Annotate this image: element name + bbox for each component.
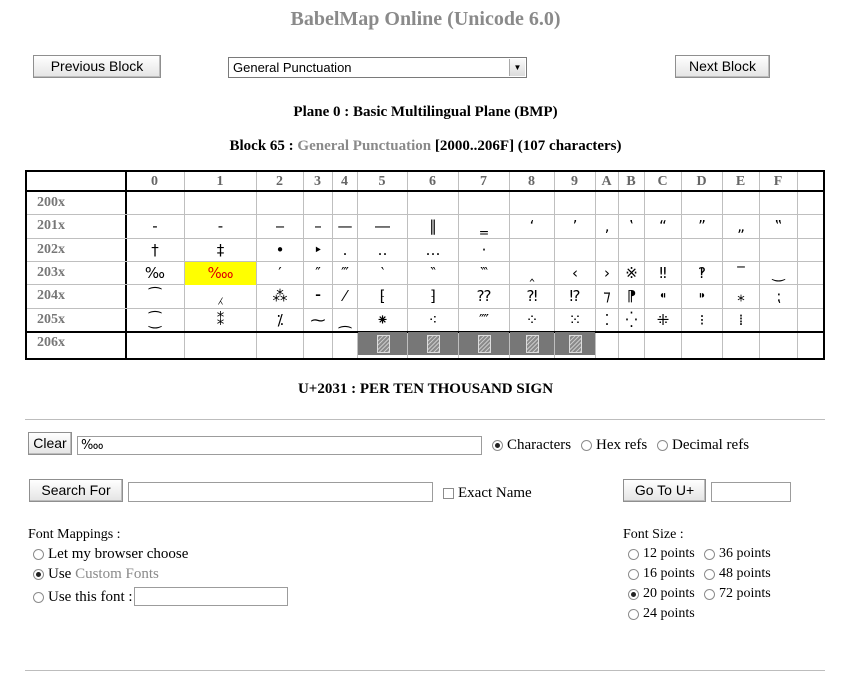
character-cell[interactable]: ⁗ bbox=[479, 310, 489, 329]
unassigned-glyph-icon bbox=[569, 335, 582, 353]
block-name-link[interactable]: General Punctuation bbox=[297, 138, 432, 154]
column-header-6: 6 bbox=[429, 174, 436, 189]
character-cell[interactable]: ‡ bbox=[216, 240, 225, 259]
block-select[interactable] bbox=[228, 57, 527, 78]
character-cell[interactable]: ⁁ bbox=[218, 287, 223, 306]
font-size-heading: Font Size : bbox=[623, 527, 684, 542]
clear-button[interactable]: Clear bbox=[28, 432, 72, 455]
character-cell[interactable]: ‧ bbox=[481, 240, 487, 259]
character-cell[interactable]: › bbox=[604, 263, 610, 282]
row-header-201x: 201x bbox=[37, 218, 65, 234]
character-cell[interactable]: ′ bbox=[278, 263, 282, 282]
size-36-label: 36 points bbox=[719, 546, 771, 561]
decimal-refs-radio[interactable] bbox=[657, 440, 668, 451]
character-cell[interactable] bbox=[304, 192, 332, 215]
character-cell[interactable] bbox=[760, 192, 797, 215]
character-cell[interactable] bbox=[510, 332, 554, 355]
character-cell[interactable] bbox=[408, 332, 458, 355]
character-cell[interactable]: ⁝ bbox=[699, 310, 705, 329]
character-cell[interactable] bbox=[645, 332, 681, 355]
app-title: BabelMap Online (Unicode 6.0) bbox=[290, 8, 561, 30]
bottom-divider bbox=[25, 670, 825, 671]
character-cell[interactable]: ‑ bbox=[217, 217, 224, 236]
character-cell[interactable]: ‐ bbox=[152, 217, 158, 236]
character-cell[interactable]: ‰ bbox=[144, 263, 166, 282]
size-12-label: 12 points bbox=[643, 546, 695, 561]
size-16-radio[interactable] bbox=[628, 569, 639, 580]
character-cell[interactable] bbox=[619, 192, 644, 215]
character-cell[interactable]: ‒ bbox=[275, 217, 285, 236]
unassigned-glyph-icon bbox=[427, 335, 440, 353]
plane-title: Plane 0 : Basic Multilingual Plane (BMP) bbox=[293, 104, 558, 120]
text-output-field[interactable]: ‱ bbox=[77, 436, 482, 455]
character-cell[interactable]: ‛ bbox=[629, 217, 634, 236]
character-cell[interactable]: — bbox=[337, 217, 353, 236]
character-cell[interactable]: ” bbox=[698, 217, 706, 236]
row-header-205x: 205x bbox=[37, 311, 65, 327]
character-cell[interactable]: ‼ bbox=[659, 263, 667, 282]
size-48-label: 48 points bbox=[719, 566, 771, 581]
column-header-1: 1 bbox=[216, 174, 224, 189]
character-cell[interactable] bbox=[760, 332, 797, 355]
character-cell[interactable]: ‖ bbox=[429, 217, 437, 236]
character-cell[interactable]: ※ bbox=[625, 263, 638, 282]
character-cell[interactable]: ⁆ bbox=[430, 287, 436, 306]
size-16-label: 16 points bbox=[643, 566, 695, 581]
character-cell[interactable]: ⁕ bbox=[376, 310, 389, 329]
character-cell[interactable]: ⁀ bbox=[148, 287, 162, 306]
go-to-button[interactable]: Go To U+ bbox=[623, 479, 706, 502]
size-36-radio[interactable] bbox=[704, 549, 715, 560]
unassigned-glyph-icon bbox=[478, 335, 491, 353]
browser-choose-label: Let my browser choose bbox=[48, 546, 189, 562]
character-cell[interactable]: ⁓ bbox=[310, 310, 326, 329]
character-cell[interactable]: ‽ bbox=[698, 263, 706, 282]
column-header-c: C bbox=[657, 174, 668, 189]
character-cell[interactable]: „ bbox=[737, 217, 745, 236]
character-cell[interactable]: ⁌ bbox=[659, 287, 667, 306]
character-cell[interactable]: ⁄ bbox=[343, 287, 347, 306]
character-cell[interactable] bbox=[619, 332, 644, 355]
size-72-radio[interactable] bbox=[704, 589, 715, 600]
character-cell[interactable]: ‹ bbox=[572, 263, 578, 282]
character-cell[interactable]: ‶ bbox=[430, 263, 436, 282]
character-cell[interactable]: ⁜ bbox=[656, 310, 670, 329]
character-cell[interactable]: ․ bbox=[342, 240, 348, 259]
character-cell[interactable]: ⁃ bbox=[314, 287, 322, 306]
search-input[interactable] bbox=[128, 482, 433, 502]
row-header-204x: 204x bbox=[37, 288, 65, 304]
size-48-radio[interactable] bbox=[704, 569, 715, 580]
character-cell[interactable] bbox=[333, 192, 357, 215]
size-12-radio[interactable] bbox=[628, 549, 639, 560]
character-cell[interactable]: ⁉ bbox=[569, 287, 581, 306]
size-24-radio[interactable] bbox=[628, 609, 639, 620]
character-cell[interactable] bbox=[645, 192, 681, 215]
row-header-203x: 203x bbox=[37, 264, 65, 280]
character-cell[interactable] bbox=[682, 332, 722, 355]
character-cell[interactable] bbox=[723, 332, 759, 355]
character-cell[interactable] bbox=[596, 332, 618, 355]
size-24-label: 24 points bbox=[643, 606, 695, 621]
character-cell[interactable]: ‗ bbox=[480, 217, 488, 236]
row-header-206x: 206x bbox=[37, 334, 65, 350]
character-cell[interactable] bbox=[682, 239, 722, 262]
hex-refs-radio[interactable] bbox=[581, 440, 592, 451]
exact-name-label: Exact Name bbox=[458, 485, 532, 501]
column-header-0: 0 bbox=[151, 174, 158, 189]
column-header-f: F bbox=[773, 174, 783, 189]
custom-fonts-link[interactable]: Custom Fonts bbox=[75, 566, 159, 582]
character-cell[interactable] bbox=[257, 332, 303, 355]
font-name-input[interactable] bbox=[134, 587, 288, 606]
custom-fonts-label bbox=[48, 566, 159, 583]
unassigned-glyph-icon bbox=[526, 335, 539, 353]
character-cell[interactable] bbox=[555, 239, 595, 262]
character-cell[interactable] bbox=[358, 332, 407, 355]
character-cell[interactable] bbox=[596, 192, 618, 215]
row-header-200x: 200x bbox=[37, 195, 65, 210]
character-cell[interactable]: ⁂ bbox=[272, 287, 288, 306]
character-cell[interactable]: † bbox=[151, 240, 159, 259]
exact-name-checkbox[interactable] bbox=[443, 488, 454, 499]
character-cell[interactable]: “ bbox=[659, 217, 667, 236]
column-header-3: 3 bbox=[314, 174, 321, 189]
character-cell[interactable]: ⁊ bbox=[603, 287, 611, 306]
character-cell[interactable]: ― bbox=[375, 217, 390, 236]
character-cell[interactable]: • bbox=[275, 240, 285, 259]
character-cell[interactable]: ⁑ bbox=[216, 310, 225, 329]
column-header-9: 9 bbox=[571, 174, 578, 189]
character-cell[interactable] bbox=[459, 332, 509, 355]
character-cell[interactable] bbox=[760, 309, 797, 332]
character-cell[interactable] bbox=[459, 192, 509, 215]
column-header-b: B bbox=[626, 174, 636, 189]
character-cell[interactable] bbox=[555, 332, 595, 355]
character-cell[interactable] bbox=[257, 192, 303, 215]
selected-character-name: U+2031 : PER TEN THOUSAND SIGN bbox=[297, 381, 554, 397]
character-cell[interactable]: ⁘ bbox=[525, 310, 539, 329]
column-header-e: E bbox=[735, 174, 746, 189]
column-header-4: 4 bbox=[341, 174, 348, 189]
selected-character-cell[interactable]: ‱ bbox=[185, 262, 256, 285]
character-cell[interactable] bbox=[358, 192, 407, 215]
character-cell[interactable]: ⁇ bbox=[477, 287, 491, 306]
character-cell[interactable]: ⁋ bbox=[626, 287, 637, 306]
character-cell[interactable] bbox=[645, 239, 681, 262]
column-header-2: 2 bbox=[276, 174, 283, 189]
character-cell[interactable]: ⁐ bbox=[148, 310, 162, 329]
character-cell[interactable] bbox=[682, 192, 722, 215]
size-20-radio[interactable] bbox=[628, 589, 639, 600]
character-cell[interactable] bbox=[596, 239, 618, 262]
characters-radio[interactable] bbox=[492, 440, 503, 451]
character-cell[interactable]: ⁖ bbox=[428, 310, 438, 329]
use-label: Use bbox=[48, 566, 72, 582]
character-cell[interactable]: – bbox=[314, 217, 322, 236]
character-cell[interactable]: ’ bbox=[572, 217, 578, 236]
character-cell[interactable]: ⁏ bbox=[775, 287, 782, 306]
block-select-value: General Punctuation bbox=[233, 60, 352, 75]
column-header-d: D bbox=[696, 174, 707, 189]
character-cell[interactable]: ‣ bbox=[313, 240, 323, 259]
column-header-7: 7 bbox=[480, 174, 487, 189]
block-prefix: Block 65 : bbox=[229, 138, 294, 154]
character-cell[interactable]: ⁔ bbox=[338, 310, 352, 329]
character-cell[interactable]: ⁈ bbox=[526, 287, 538, 306]
character-cell[interactable]: ‵ bbox=[380, 263, 385, 282]
this-font-radio[interactable] bbox=[33, 592, 44, 603]
character-cell[interactable]: ″ bbox=[315, 263, 321, 282]
characters-label: Characters bbox=[507, 437, 572, 453]
character-cell[interactable]: … bbox=[425, 240, 441, 259]
column-header-a: A bbox=[601, 174, 612, 189]
chevron-down-icon[interactable]: ▼ bbox=[509, 59, 525, 76]
character-cell[interactable]: ⁛ bbox=[625, 310, 638, 329]
hex-refs-label: Hex refs bbox=[596, 437, 648, 453]
character-cell[interactable]: ‥ bbox=[377, 240, 388, 259]
character-cell[interactable] bbox=[185, 192, 256, 215]
character-cell[interactable]: ⁒ bbox=[276, 310, 284, 329]
unassigned-glyph-icon bbox=[377, 335, 390, 353]
custom-fonts-radio[interactable] bbox=[33, 569, 44, 580]
next-block-button[interactable]: Next Block bbox=[675, 55, 770, 78]
character-cell[interactable]: ‚ bbox=[604, 217, 610, 236]
character-cell[interactable]: ‾ bbox=[737, 263, 745, 282]
size-20-label: 20 points bbox=[643, 586, 695, 601]
character-cell[interactable]: ‟ bbox=[774, 217, 783, 236]
character-cell[interactable] bbox=[619, 239, 644, 262]
character-cell[interactable] bbox=[723, 192, 759, 215]
character-cell[interactable] bbox=[510, 239, 554, 262]
character-cell[interactable] bbox=[185, 332, 256, 355]
character-cell[interactable] bbox=[126, 332, 184, 355]
character-cell[interactable]: ‿ bbox=[772, 263, 785, 282]
size-72-label: 72 points bbox=[719, 586, 771, 601]
character-cell[interactable] bbox=[723, 239, 759, 262]
character-cell[interactable] bbox=[304, 332, 332, 355]
row-header-202x: 202x bbox=[37, 241, 65, 257]
divider bbox=[25, 419, 825, 420]
character-cell[interactable] bbox=[126, 192, 184, 215]
column-header-5: 5 bbox=[378, 174, 386, 189]
character-cell[interactable]: ⁚ bbox=[604, 310, 610, 329]
character-cell[interactable] bbox=[555, 192, 595, 215]
character-cell[interactable] bbox=[408, 192, 458, 215]
character-cell[interactable]: ⁙ bbox=[568, 310, 582, 329]
block-title bbox=[0, 138, 851, 155]
character-cell[interactable]: ⁎ bbox=[737, 287, 745, 306]
character-cell[interactable]: ⁍ bbox=[698, 287, 706, 306]
column-header-8: 8 bbox=[528, 174, 535, 189]
character-cell[interactable]: ‘ bbox=[529, 217, 535, 236]
decimal-refs-label: Decimal refs bbox=[672, 437, 750, 453]
this-font-label: Use this font : bbox=[48, 589, 133, 605]
search-for-button[interactable]: Search For bbox=[29, 479, 123, 502]
block-range: [2000..206F] (107 characters) bbox=[434, 138, 622, 154]
character-cell[interactable]: ‷ bbox=[480, 263, 488, 282]
browser-choose-radio[interactable] bbox=[33, 549, 44, 560]
previous-block-button[interactable]: Previous Block bbox=[33, 55, 161, 78]
character-cell[interactable] bbox=[333, 332, 357, 355]
character-cell[interactable] bbox=[760, 239, 797, 262]
character-cell[interactable]: ‴ bbox=[341, 263, 349, 282]
character-cell[interactable]: ⁞ bbox=[738, 310, 744, 329]
character-grid bbox=[25, 170, 825, 360]
character-cell[interactable]: ‸ bbox=[529, 263, 535, 282]
character-cell[interactable] bbox=[510, 192, 554, 215]
font-mappings-heading: Font Mappings : bbox=[28, 527, 121, 542]
codepoint-input[interactable] bbox=[711, 482, 791, 502]
character-cell[interactable]: ⁅ bbox=[379, 287, 386, 306]
